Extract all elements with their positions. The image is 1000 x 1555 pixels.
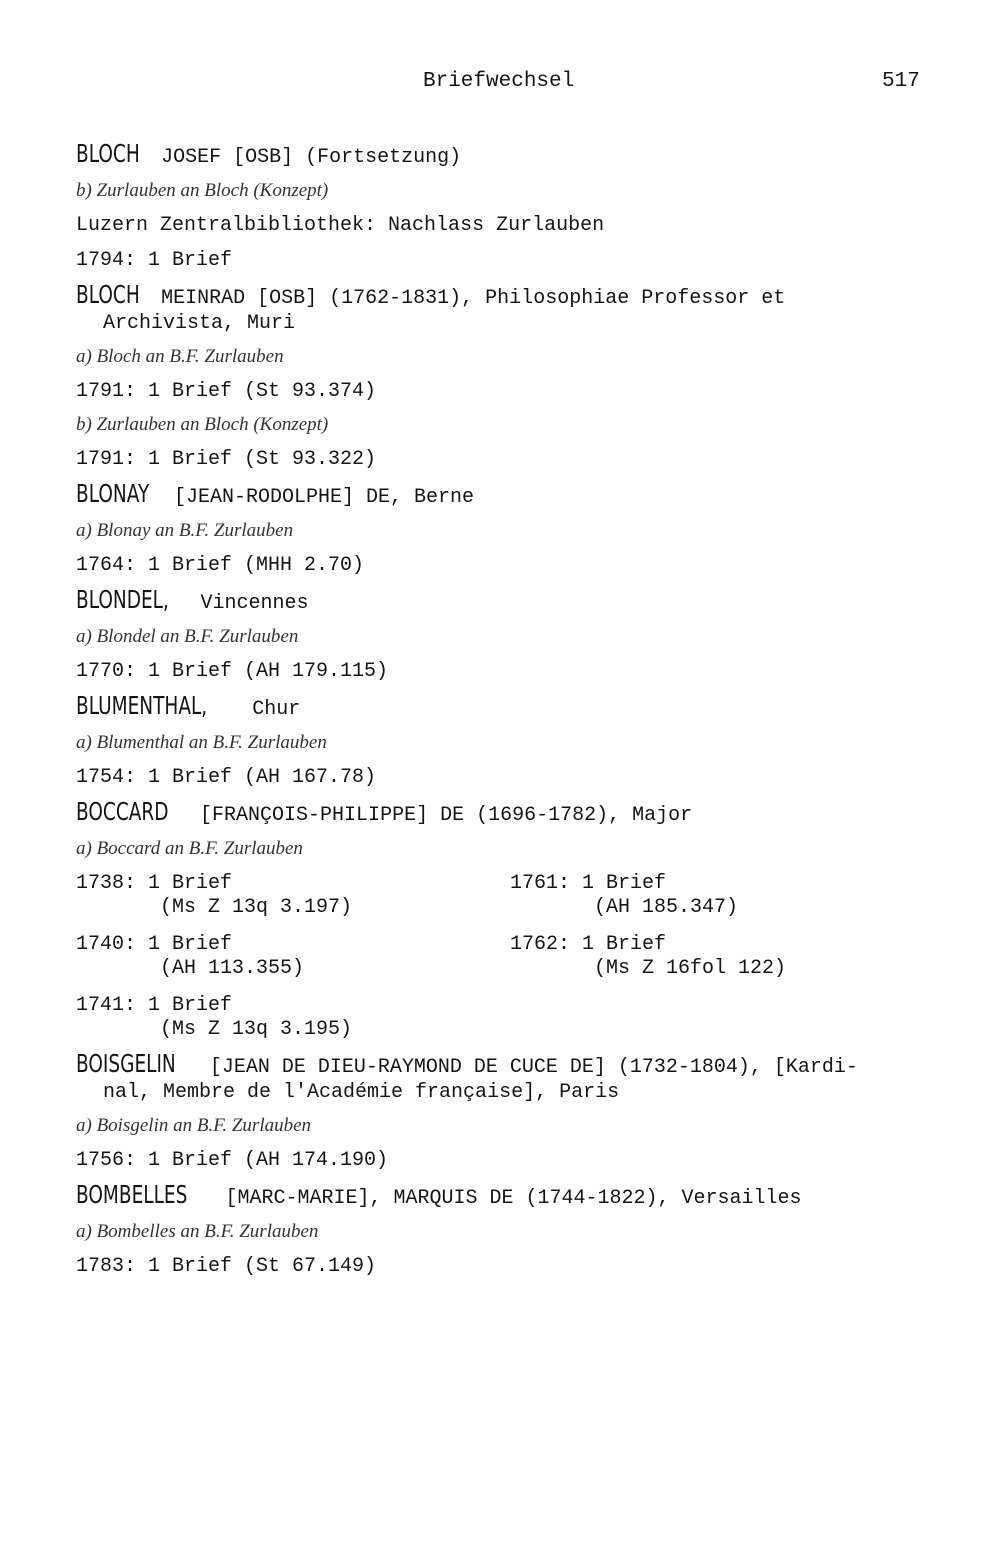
letter-record: 1794: 1 Brief — [76, 249, 233, 272]
entry-heading-text: [JEAN DE DIEU-RAYMOND DE CUCE DE] (1732-1804), [Kardi- — [197, 1056, 858, 1079]
entry-heading-continuation: nal, Membre de l'Académie française], Paris — [103, 1081, 620, 1104]
entry-bloch-meinrad — [76, 280, 956, 472]
entry-name: BOMBELLES — [76, 1180, 188, 1209]
section-label: a) Blondel an B.F. Zurlauben — [76, 626, 299, 647]
letter-record: 1770: 1 Brief (AH 179.115) — [76, 660, 389, 683]
section-label: a) Bombelles an B.F. Zurlauben — [76, 1221, 319, 1242]
entry-heading — [76, 280, 956, 311]
letter-record: 1791: 1 Brief (St 93.322) — [76, 448, 377, 471]
letter-reference: (Ms Z 13q 3.195) — [160, 1018, 353, 1041]
entry-bloch-josef — [76, 139, 956, 273]
letter-reference: (Ms Z 13q 3.197) — [160, 896, 353, 919]
entry-name: BLUMENTHAL, — [76, 691, 208, 720]
section-label: b) Zurlauben an Bloch (Konzept) — [76, 414, 329, 435]
entry-heading — [76, 479, 956, 510]
entry-name: BLONAY — [76, 479, 150, 508]
letter-record — [510, 871, 944, 920]
letter-reference: (AH 113.355) — [160, 957, 305, 980]
letter-column-right — [510, 871, 944, 1042]
letter-record — [510, 932, 944, 981]
entry-heading — [76, 1180, 956, 1211]
letter-reference: (Ms Z 16fol 122) — [594, 957, 787, 980]
entry-heading-text: Chur — [240, 698, 301, 721]
entry-heading — [76, 585, 956, 616]
entry-name: BOCCARD — [76, 797, 169, 826]
entry-heading-text: [MARC-MARIE], MARQUIS DE (1744-1822), Versailles — [213, 1187, 802, 1210]
letter-record: 1783: 1 Brief (St 67.149) — [76, 1255, 377, 1278]
letter-date: 1741: 1 Brief — [76, 994, 233, 1017]
entry-heading — [76, 691, 956, 722]
entry-boisgelin — [76, 1049, 956, 1173]
page-number: 517 — [882, 70, 920, 93]
entry-boccard — [76, 797, 956, 1042]
letter-record: 1791: 1 Brief (St 93.374) — [76, 380, 377, 403]
letter-date: 1761: 1 Brief — [510, 872, 667, 895]
entry-heading-text: [JEAN-RODOLPHE] DE, Berne — [162, 486, 475, 509]
letter-columns — [76, 871, 956, 1042]
letter-record: 1756: 1 Brief (AH 174.190) — [76, 1149, 389, 1172]
entry-heading — [76, 797, 956, 828]
entry-name: BLOCH — [76, 139, 140, 168]
entry-heading-text: MEINRAD [OSB] (1762-1831), Philosophiae Professor et — [149, 287, 786, 310]
entry-heading-text: Vincennes — [188, 592, 309, 615]
section-label: b) Zurlauben an Bloch (Konzept) — [76, 180, 329, 201]
entry-name: BLONDEL, — [76, 585, 169, 614]
letter-date: 1738: 1 Brief — [76, 872, 233, 895]
letter-reference: (AH 185.347) — [594, 896, 739, 919]
entry-heading-text: JOSEF [OSB] (Fortsetzung) — [149, 146, 462, 169]
letter-record: 1764: 1 Brief (MHH 2.70) — [76, 554, 365, 577]
page-header — [0, 70, 1000, 100]
entry-heading-continuation: Archivista, Muri — [103, 312, 296, 335]
letter-record — [76, 871, 510, 920]
letter-date: 1762: 1 Brief — [510, 933, 667, 956]
section-label: a) Blumenthal an B.F. Zurlauben — [76, 732, 327, 753]
entry-name: BLOCH — [76, 280, 140, 309]
entry-name: BOISGELIN — [76, 1049, 176, 1078]
section-label: a) Bloch an B.F. Zurlauben — [76, 346, 284, 367]
letter-column-left — [76, 871, 510, 1042]
section-label: a) Blonay an B.F. Zurlauben — [76, 520, 294, 541]
letter-record — [76, 993, 510, 1042]
running-title: Briefwechsel — [423, 70, 575, 93]
section-label: a) Boisgelin an B.F. Zurlauben — [76, 1115, 312, 1136]
entry-blondel — [76, 585, 956, 684]
entry-blonay — [76, 479, 956, 578]
entry-blumenthal — [76, 691, 956, 790]
letter-record: 1754: 1 Brief (AH 167.78) — [76, 766, 377, 789]
entry-list — [76, 139, 956, 1289]
letter-date: 1740: 1 Brief — [76, 933, 233, 956]
entry-heading-text: [FRANÇOIS-PHILIPPE] DE (1696-1782), Major — [188, 804, 693, 827]
entry-bombelles — [76, 1180, 956, 1279]
letter-record — [76, 932, 510, 981]
section-label: a) Boccard an B.F. Zurlauben — [76, 838, 303, 859]
holding-location: Luzern Zentralbibliothek: Nachlass Zurlauben — [76, 214, 605, 237]
entry-heading — [76, 139, 956, 170]
entry-heading — [76, 1049, 956, 1080]
